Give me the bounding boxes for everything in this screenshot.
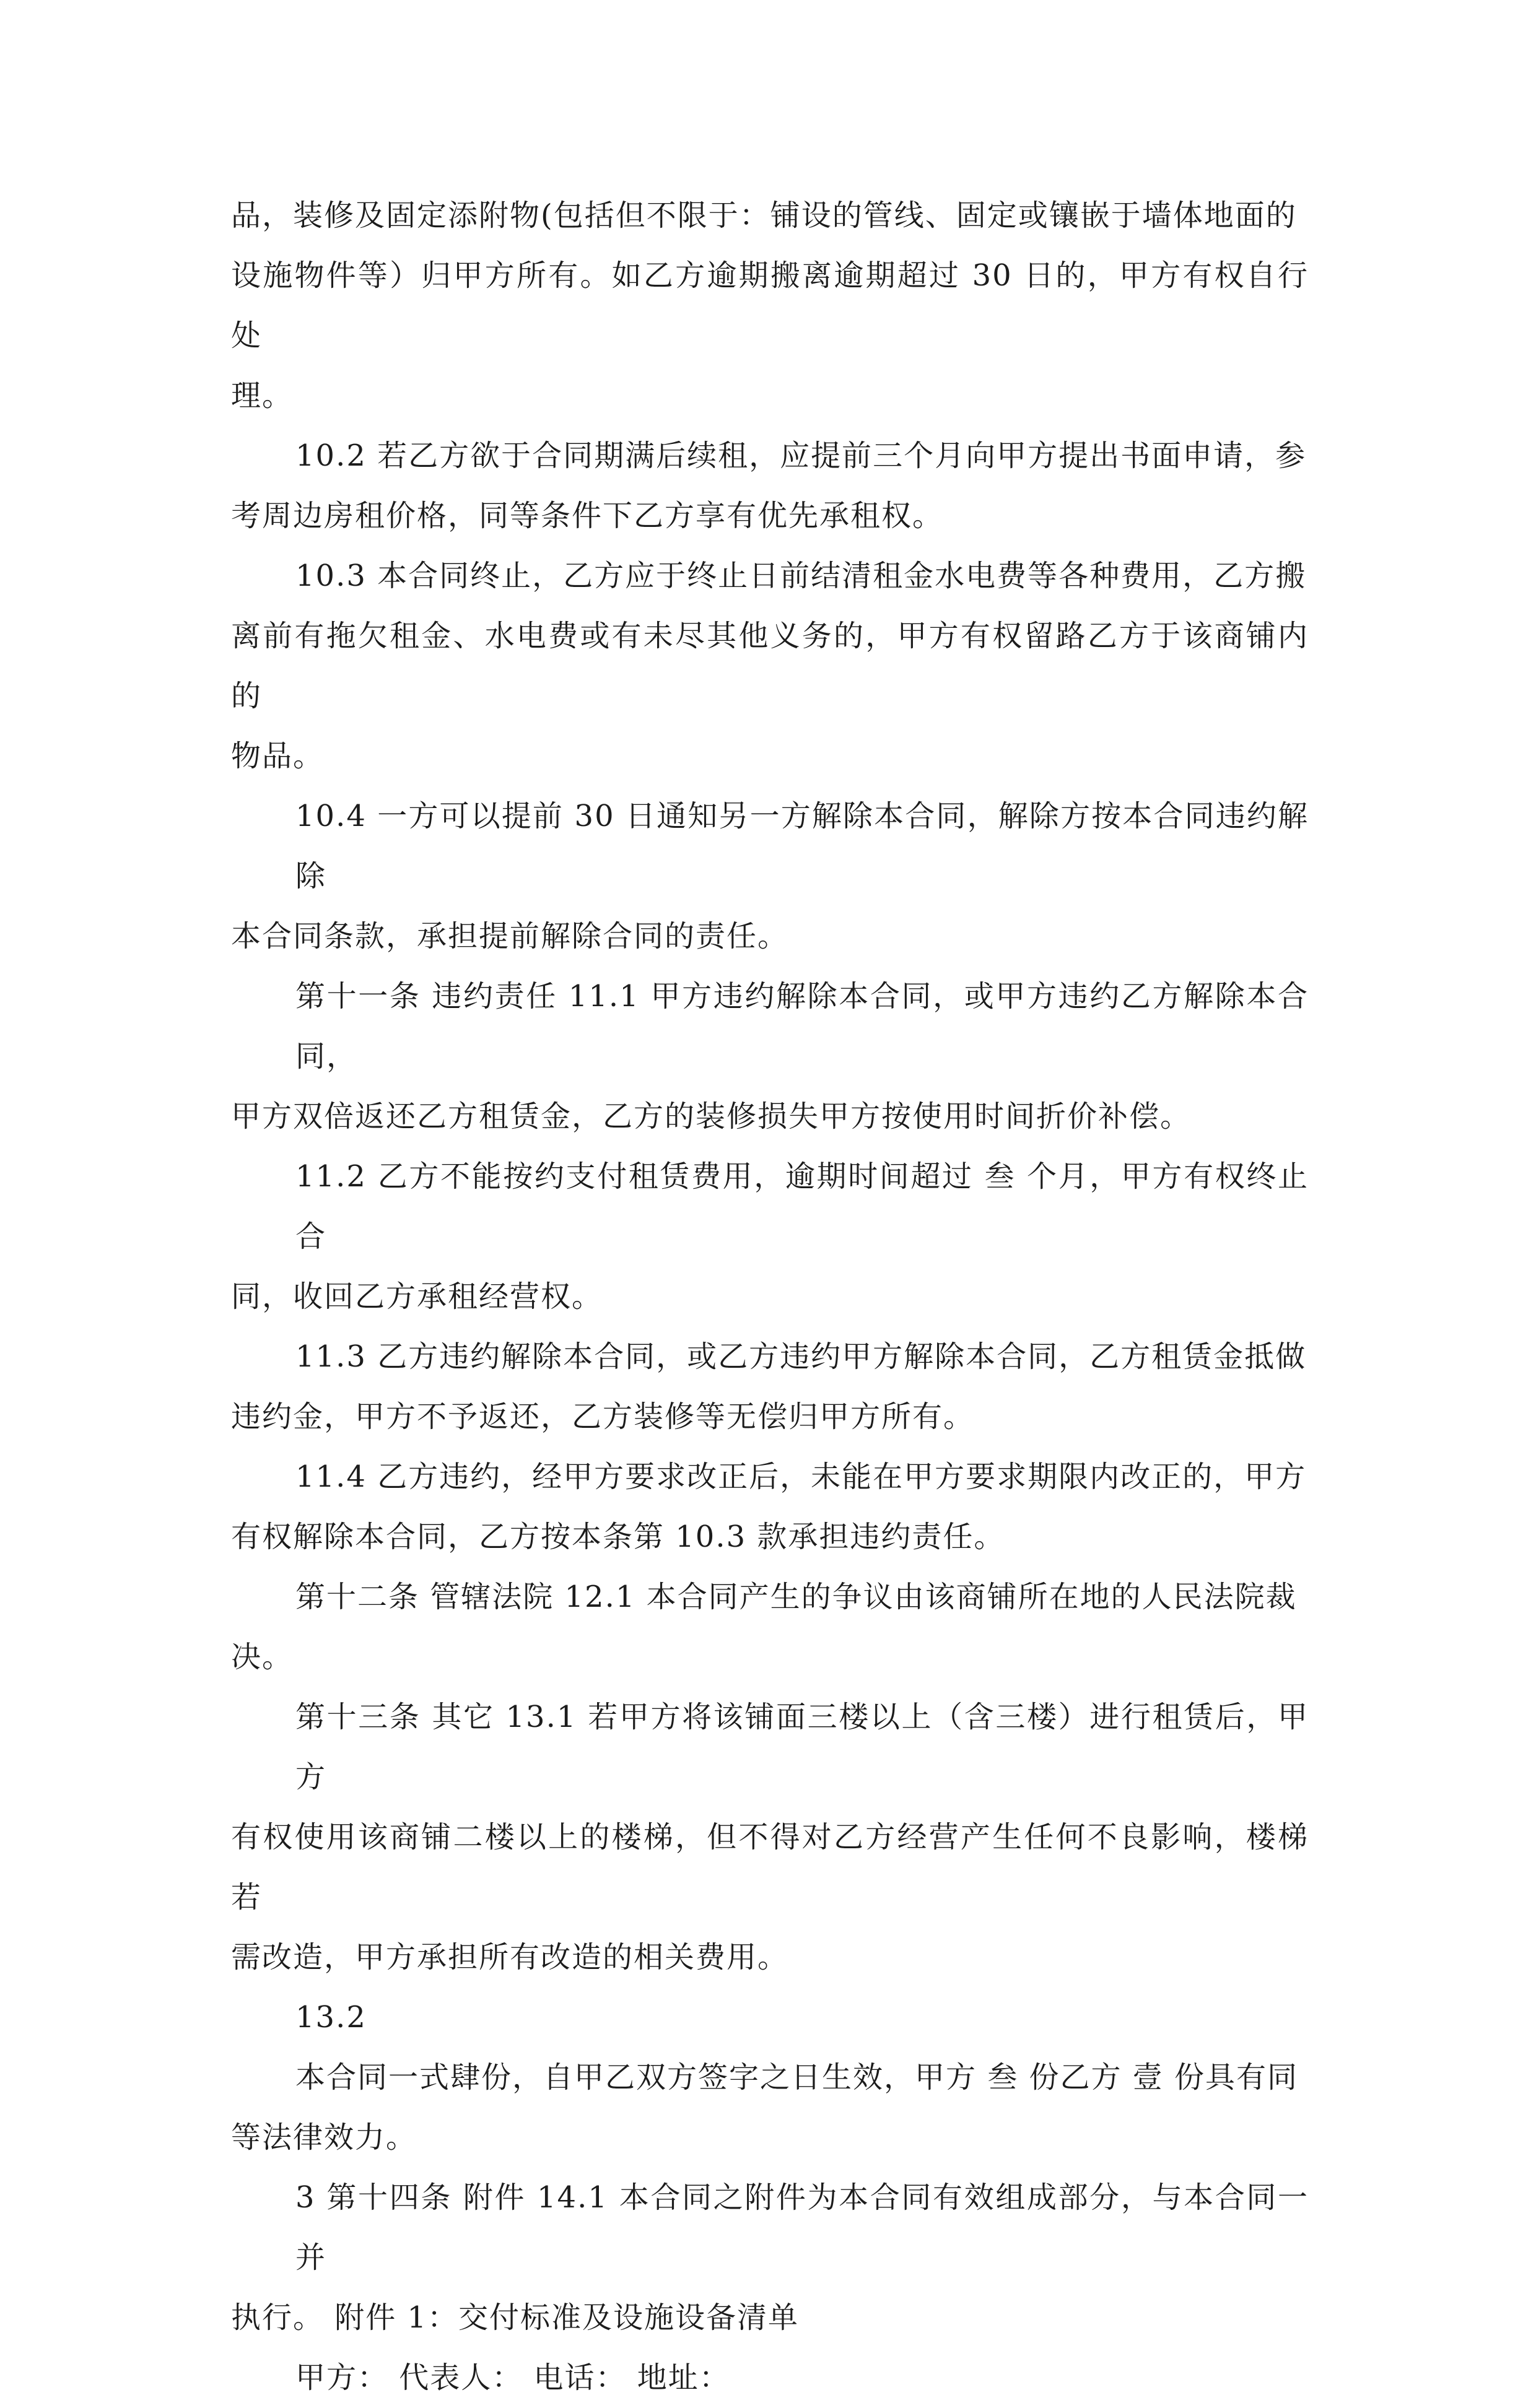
paragraph-article-14 bbox=[231, 2168, 1309, 2348]
text-line: 执行。 附件 1：交付标准及设施设备清单 bbox=[231, 2300, 800, 2335]
text-line: 考周边房租价格，同等条件下乙方享有优先承租权。 bbox=[231, 498, 944, 533]
text-line: 10.2 若乙方欲于合同期满后续租，应提前三个月向甲方提出书面申请，参 bbox=[295, 438, 1307, 473]
text-line: 决。 bbox=[231, 1640, 294, 1674]
signature-line bbox=[231, 2348, 1309, 2408]
text-line: 第十二条 管辖法院 12.1 本合同产生的争议由该商铺所在地的人民法院裁 bbox=[295, 1580, 1297, 1614]
paragraph-article-13 bbox=[231, 1687, 1309, 1988]
text-line: 同，收回乙方承租经营权。 bbox=[231, 1279, 603, 1314]
paragraph-11-3 bbox=[231, 1327, 1309, 1447]
paragraph-article-12 bbox=[231, 1567, 1309, 1687]
text-line: 本合同条款，承担提前解除合同的责任。 bbox=[231, 919, 789, 954]
text-line: 有权解除本合同，乙方按本条第 10.3 款承担违约责任。 bbox=[231, 1519, 1005, 1554]
text-line: 11.4 乙方违约，经甲方要求改正后，未能在甲方要求期限内改正的，甲方 bbox=[295, 1459, 1307, 1494]
text-line: 需改造，甲方承担所有改造的相关费用。 bbox=[231, 1940, 789, 1975]
text-line: 设施物件等）归甲方所有。如乙方逾期搬离逾期超过 30 日的，甲方有权自行处 bbox=[231, 258, 1309, 353]
text-line: 甲方： 代表人： 电话： 地址： bbox=[295, 2360, 730, 2395]
paragraph-13-2-number bbox=[231, 1988, 1309, 2048]
text-line: 甲方双倍返还乙方租赁金，乙方的装修损失甲方按使用时间折价补偿。 bbox=[231, 1099, 1192, 1134]
paragraph-10-2 bbox=[231, 426, 1309, 546]
paragraph-10-1-continuation bbox=[231, 186, 1309, 426]
paragraph-article-11-1 bbox=[231, 967, 1309, 1147]
text-line: 等法律效力。 bbox=[231, 2120, 417, 2155]
text-line: 10.4 一方可以提前 30 日通知另一方解除本合同，解除方按本合同违约解除 bbox=[295, 799, 1309, 893]
text-line: 理。 bbox=[231, 378, 294, 413]
text-line: 有权使用该商铺二楼以上的楼梯，但不得对乙方经营产生任何不良影响，楼梯若 bbox=[231, 1820, 1309, 1915]
text-line: 物品。 bbox=[231, 739, 325, 773]
paragraph-11-2 bbox=[231, 1147, 1309, 1327]
paragraph-13-2-body bbox=[231, 2048, 1309, 2108]
text-line: 11.3 乙方违约解除本合同，或乙方违约甲方解除本合同，乙方租赁金抵做 bbox=[295, 1339, 1307, 1374]
paragraph-13-2-continuation bbox=[231, 2108, 1309, 2168]
paragraph-11-4 bbox=[231, 1447, 1309, 1567]
text-line: 本合同一式肆份，自甲乙双方签字之日生效，甲方 叁 份乙方 壹 份具有同 bbox=[295, 2060, 1299, 2095]
text-line: 品，装修及固定添附物(包括但不限于：铺设的管线、固定或镶嵌于墙体地面的 bbox=[231, 198, 1297, 233]
text-line: 离前有拖欠租金、水电费或有未尽其他义务的，甲方有权留路乙方于该商铺内的 bbox=[231, 619, 1309, 713]
text-line: 13.2 bbox=[295, 2000, 367, 2035]
text-line: 第十一条 违约责任 11.1 甲方违约解除本合同，或甲方违约乙方解除本合同， bbox=[295, 979, 1309, 1074]
text-line: 第十三条 其它 13.1 若甲方将该铺面三楼以上（含三楼）进行租赁后，甲方 bbox=[295, 1700, 1309, 1794]
paragraph-10-3 bbox=[231, 546, 1309, 786]
text-line: 3 第十四条 附件 14.1 本合同之附件为本合同有效组成部分，与本合同一并 bbox=[295, 2180, 1309, 2275]
document-body bbox=[231, 186, 1309, 2408]
text-line: 10.3 本合同终止，乙方应于终止日前结清租金水电费等各种费用，乙方搬 bbox=[295, 559, 1307, 593]
text-line: 违约金，甲方不予返还，乙方装修等无偿归甲方所有。 bbox=[231, 1399, 975, 1434]
paragraph-10-4 bbox=[231, 786, 1309, 967]
text-line: 11.2 乙方不能按约支付租赁费用，逾期时间超过 叁 个月，甲方有权终止合 bbox=[295, 1159, 1309, 1254]
